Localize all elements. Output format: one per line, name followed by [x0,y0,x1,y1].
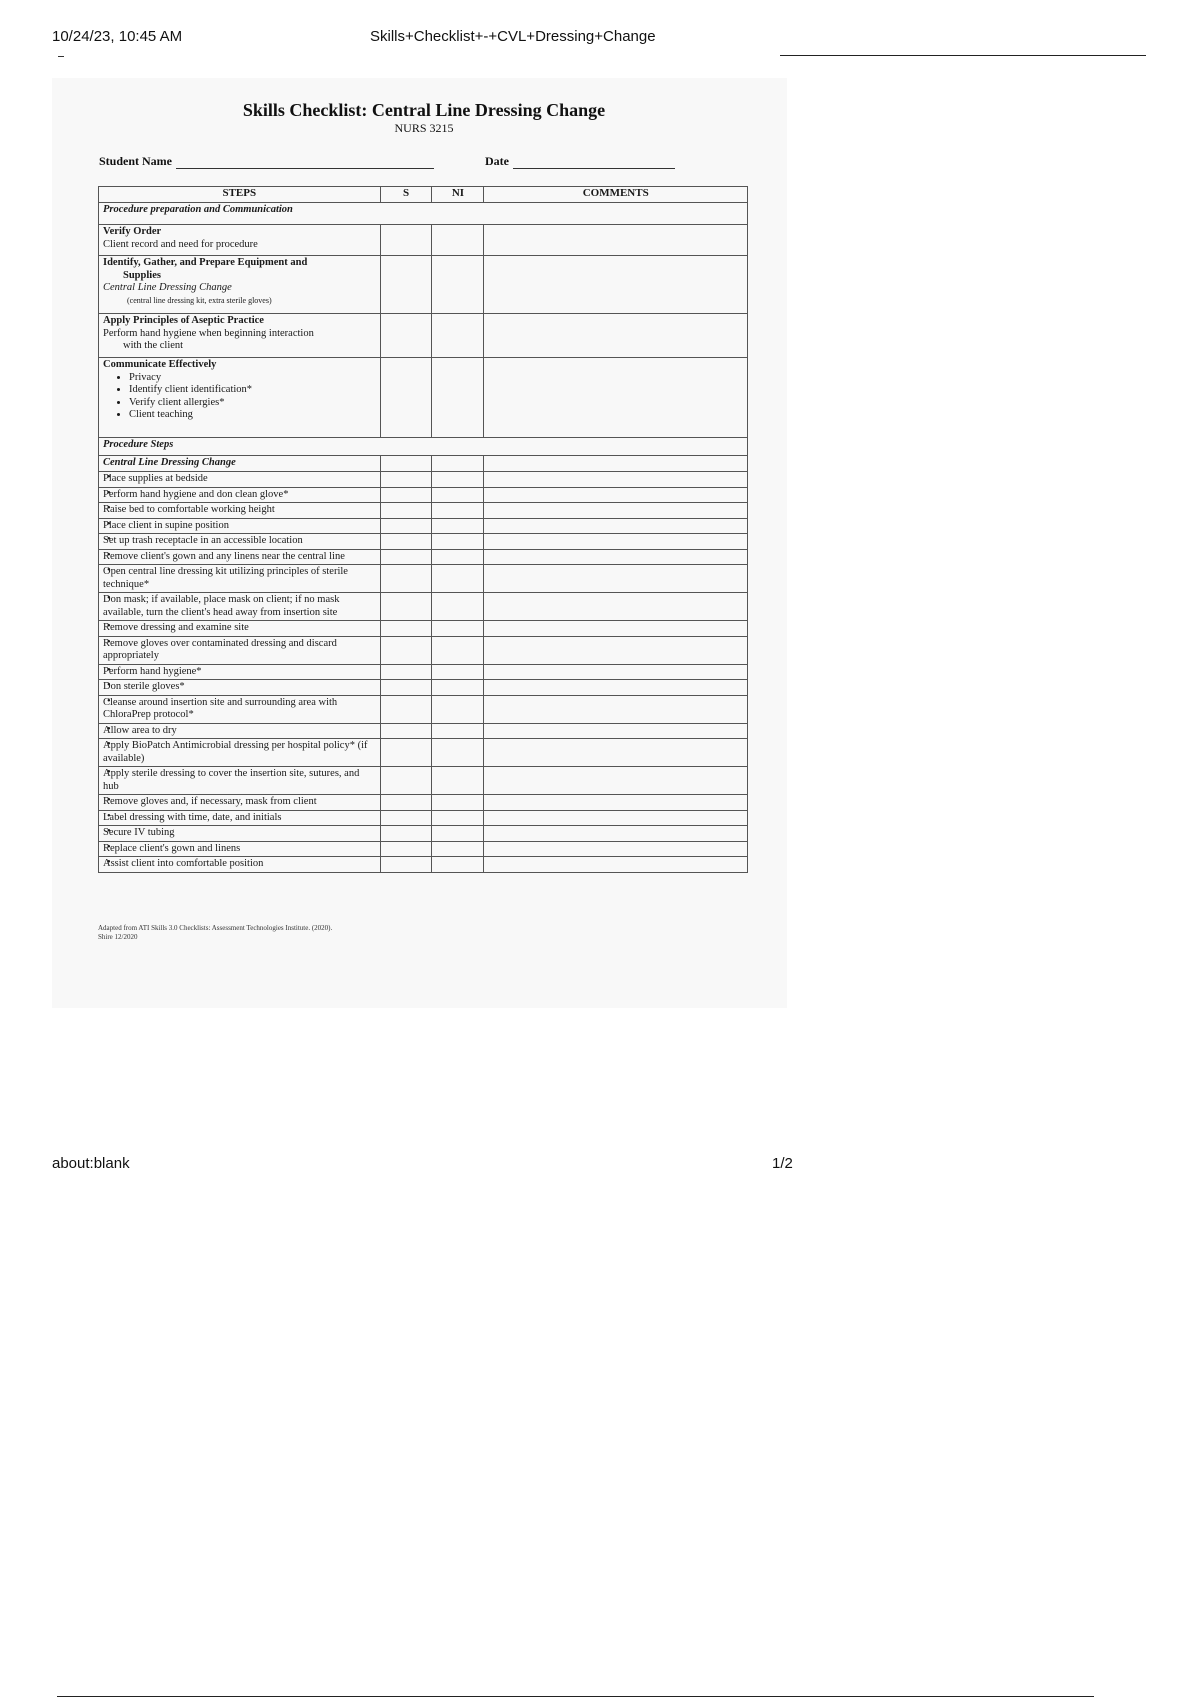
list-item: • Client teaching [129,409,376,422]
step-text: • Perform hand hygiene* [99,664,381,680]
table-row [99,472,748,488]
step-text: • Allow area to dry [99,723,381,739]
list-item: • Privacy [129,372,376,385]
gather-sub: Central Line Dressing Change [103,282,232,293]
page-number: 1/2 [772,1155,793,1172]
ni-cell [432,841,484,857]
step-text: • Apply sterile dressing to cover the insertion site, sutures, and hub [99,767,381,795]
table-row [99,841,748,857]
comments-cell [484,636,748,664]
print-header [52,28,1152,48]
table-row [99,225,748,256]
table-row [99,314,748,358]
s-cell [380,680,432,696]
date-line [513,168,675,169]
print-url: about:blank [52,1155,130,1172]
comments-cell [484,565,748,593]
s-cell [380,810,432,826]
comments-cell [484,256,748,314]
step-text: • Remove client's gown and any linens near the central line [99,549,381,565]
step-text: • Secure IV tubing [99,826,381,842]
table-row [99,487,748,503]
s-cell [380,593,432,621]
col-s: S [380,187,432,203]
header-rule [780,55,1146,56]
table-row [99,534,748,550]
comments-cell [484,225,748,256]
comments-cell [484,314,748,358]
step-text: • Replace client's gown and linens [99,841,381,857]
student-name-line [176,168,434,169]
s-cell [380,636,432,664]
comments-cell [484,593,748,621]
ni-cell [432,314,484,358]
ni-cell [432,472,484,488]
s-cell [380,795,432,811]
list-item: • Identify client identification* [129,384,376,397]
communicate-title: Communicate Effectively [103,359,217,370]
col-steps: STEPS [99,187,381,203]
list-item: • Verify client allergies* [129,397,376,410]
comments-cell [484,723,748,739]
comments-cell [484,456,748,472]
s-cell [380,664,432,680]
print-datetime: 10/24/23, 10:45 AM [52,28,183,45]
document-heading [96,100,752,135]
step-text: • Remove dressing and examine site [99,621,381,637]
s-cell [380,225,432,256]
comments-cell [484,739,748,767]
table-row [99,503,748,519]
table-row [99,680,748,696]
ni-cell [432,636,484,664]
subsection-row [99,456,748,472]
ni-cell [432,680,484,696]
comments-cell [484,841,748,857]
ni-cell [432,225,484,256]
gather-note: (central line dressing kit, extra sterile gloves) [127,295,272,305]
comments-cell [484,680,748,696]
ni-cell [432,810,484,826]
date-label: Date [485,154,509,168]
section-row [99,438,748,456]
step-text: • Perform hand hygiene and don clean glove* [99,487,381,503]
document-title: Skills Checklist: Central Line Dressing Change [242,100,606,120]
comments-cell [484,358,748,438]
footnote-source: Adapted from ATI Skills 3.0 Checklists: Assessment Technologies Institute. (2020). [98,924,333,932]
table-row [99,826,748,842]
ni-cell [432,358,484,438]
aseptic-text-2: with the client [123,340,184,351]
comments-cell [484,549,748,565]
footnote [98,924,332,942]
step-text: • Remove gloves over contaminated dressing and discard appropriately [99,636,381,664]
step-text: • Assist client into comfortable position [99,857,381,873]
s-cell [380,621,432,637]
checklist-table [98,186,748,873]
s-cell [380,503,432,519]
ni-cell [432,723,484,739]
section-row [99,203,748,225]
header-tick-mark [58,56,64,57]
section-prep: Procedure preparation and Communication [99,203,748,225]
s-cell [380,565,432,593]
table-row [99,857,748,873]
s-cell [380,534,432,550]
table-row [99,549,748,565]
ni-cell [432,456,484,472]
step-text: • Remove gloves and, if necessary, mask from client [99,795,381,811]
s-cell [380,256,432,314]
table-row [99,767,748,795]
student-name-label: Student Name [99,154,173,168]
comments-cell [484,826,748,842]
step-text: • Don sterile gloves* [99,680,381,696]
table-row [99,518,748,534]
ni-cell [432,826,484,842]
ni-cell [432,534,484,550]
col-comments: COMMENTS [484,187,748,203]
verify-order-text: Client record and need for procedure [103,238,258,250]
ni-cell [432,565,484,593]
table-row [99,810,748,826]
student-name-field [99,154,434,169]
comments-cell [484,534,748,550]
s-cell [380,518,432,534]
bottom-rule [57,1696,1094,1697]
comments-cell [484,518,748,534]
s-cell [380,841,432,857]
step-text: • Raise bed to comfortable working height [99,503,381,519]
verify-order-cell [99,225,381,256]
ni-cell [432,549,484,565]
s-cell [380,723,432,739]
table-row [99,723,748,739]
comments-cell [484,695,748,723]
step-text: • Apply BioPatch Antimicrobial dressing per hospital policy* (if available) [99,739,381,767]
gather-title-1: Identify, Gather, and Prepare Equipment and [103,257,308,268]
ni-cell [432,487,484,503]
table-row [99,256,748,314]
comments-cell [484,621,748,637]
ni-cell [432,795,484,811]
steps-body [99,472,748,873]
s-cell [380,549,432,565]
s-cell [380,314,432,358]
s-cell [380,358,432,438]
comments-cell [484,503,748,519]
table-row [99,695,748,723]
aseptic-text-1: Perform hand hygiene when beginning interaction [103,327,314,339]
ni-cell [432,664,484,680]
table-row [99,795,748,811]
gather-title-2: Supplies [123,269,161,281]
comments-cell [484,767,748,795]
ni-cell [432,695,484,723]
date-field [485,154,675,169]
s-cell [380,695,432,723]
s-cell [380,487,432,503]
step-text: • Place client in supine position [99,518,381,534]
header-row [99,187,748,203]
print-doc-title: Skills+Checklist+-+CVL+Dressing+Change [370,28,656,45]
ni-cell [432,767,484,795]
table-row [99,358,748,438]
subsection-title: Central Line Dressing Change [99,456,381,472]
ni-cell [432,503,484,519]
comments-cell [484,487,748,503]
communicate-list [103,372,376,422]
col-ni: NI [432,187,484,203]
s-cell [380,826,432,842]
ni-cell [432,857,484,873]
ni-cell [432,518,484,534]
comments-cell [484,810,748,826]
ni-cell [432,739,484,767]
table-row [99,565,748,593]
step-text: • Cleanse around insertion site and surrounding area with ChloraPrep protocol* [99,695,381,723]
step-text: • Place supplies at bedside [99,472,381,488]
course-code: NURS 3215 [394,121,454,135]
s-cell [380,456,432,472]
comments-cell [484,472,748,488]
verify-order-title: Verify Order [103,226,162,237]
step-text: • Set up trash receptacle in an accessible location [99,534,381,550]
gather-cell [99,256,381,314]
section-steps: Procedure Steps [99,438,748,456]
aseptic-title: Apply Principles of Aseptic Practice [103,315,264,326]
ni-cell [432,621,484,637]
table-row [99,739,748,767]
table-row [99,636,748,664]
s-cell [380,767,432,795]
s-cell [380,857,432,873]
comments-cell [484,795,748,811]
communicate-cell [99,358,381,438]
table-row [99,621,748,637]
s-cell [380,472,432,488]
table-row [99,593,748,621]
aseptic-cell [99,314,381,358]
footnote-revision: Shire 12/2020 [98,933,138,941]
table-row [99,664,748,680]
s-cell [380,739,432,767]
step-text: • Don mask; if available, place mask on client; if no mask available, turn the client's head away from insertion site [99,593,381,621]
ni-cell [432,593,484,621]
comments-cell [484,857,748,873]
ni-cell [432,256,484,314]
step-text: • Label dressing with time, date, and initials [99,810,381,826]
step-text: • Open central line dressing kit utilizing principles of sterile technique* [99,565,381,593]
comments-cell [484,664,748,680]
